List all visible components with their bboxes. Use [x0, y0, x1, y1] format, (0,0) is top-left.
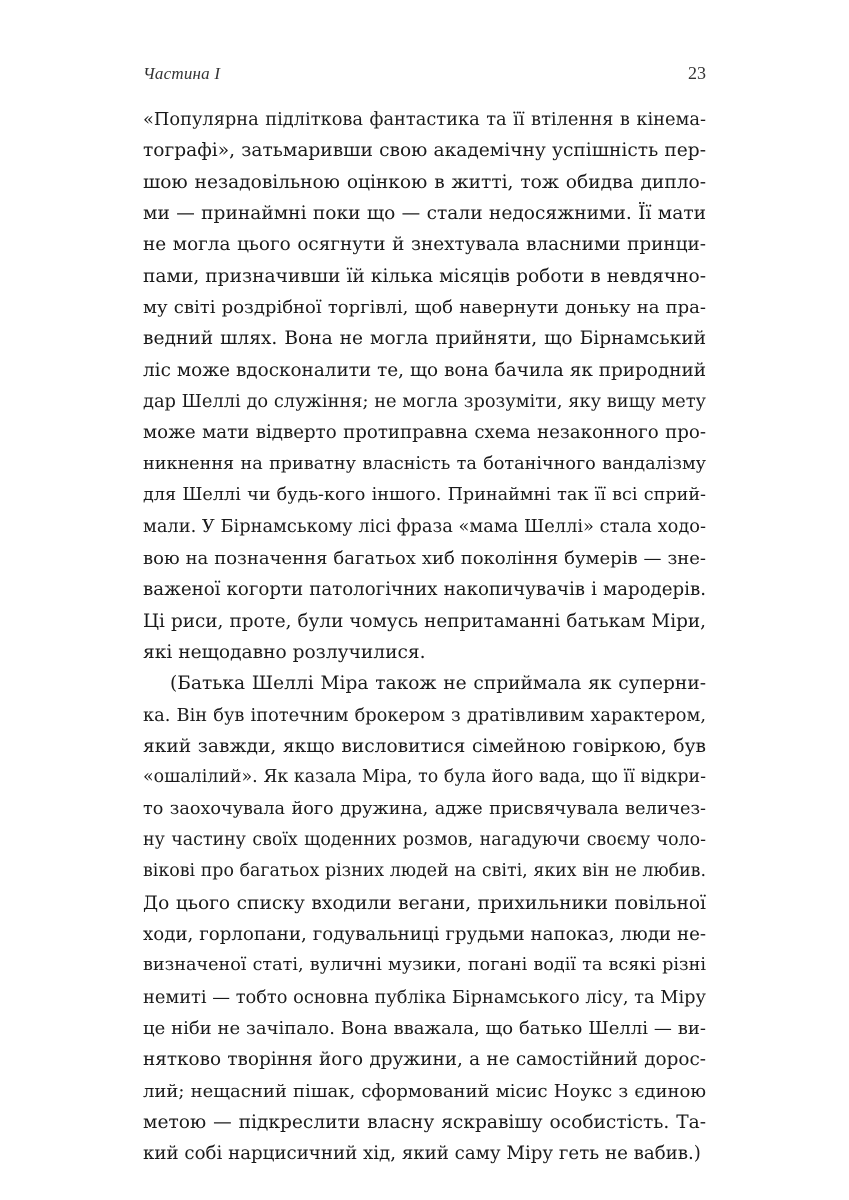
- text-line: лий; нещасний пішак, сформований місис Ноукс з єдиною: [143, 1080, 706, 1102]
- text-line: вікові про багатьох різних людей на світі, яких він не любив.: [143, 861, 706, 882]
- text-line: ходи, горлопани, годувальниці грудьми напоказ, люди не-: [143, 923, 706, 945]
- text-line: для Шеллі чи будь-кого іншого. Принаймні так її всі сприй-: [143, 485, 706, 506]
- text-line: ведний шлях. Вона не могла прийняти, що Бірнамський: [143, 328, 706, 350]
- text-line: не могла цього осягнути й знехтувала власними принци-: [143, 234, 706, 256]
- text-line: никнення на приватну власність та ботанічного вандалізму: [143, 453, 706, 474]
- text-line: пами, призначивши їй кілька місяців роботи в невдячно-: [143, 265, 706, 287]
- text-line: До цього списку входили вегани, прихильники повільної: [143, 892, 706, 914]
- text-line: вою на позначення багатьох хиб покоління бумерів — зне-: [143, 547, 706, 569]
- text-line: му світі роздрібної торгівлі, щоб навернути доньку на пра-: [143, 297, 706, 319]
- text-line: це ніби не зачіпало. Вона вважала, що батько Шеллі — ви-: [143, 1017, 706, 1039]
- text-line: тографі», затьмаривши свою академічну успішність пер-: [143, 140, 706, 162]
- running-head: Частина І: [143, 64, 221, 83]
- text-line: немиті — тобто основна публіка Бірнамського лісу, та Міру: [143, 986, 706, 1008]
- text-line: кий собі нарцисичний хід, який саму Міру геть не вабив.): [143, 1143, 701, 1165]
- paragraph: [143, 104, 706, 668]
- text-line: ліс може вдосконалити те, що вона бачила як природний: [143, 359, 706, 381]
- text-line: (Батька Шеллі Міра також не сприймала як суперни-: [170, 673, 706, 695]
- text-line: визначеної статі, вуличні музики, погані водії та всякі різні: [143, 955, 706, 976]
- text-line: нятково творіння його дружини, а не самостійний дорос-: [143, 1049, 706, 1071]
- paragraph: [143, 668, 706, 1170]
- text-line: «ошалілий». Як казала Міра, то була його вада, що її відкри-: [143, 767, 706, 788]
- text-line: мали. У Бірнамському лісі фраза «мама Шеллі» стала ходо-: [143, 516, 706, 538]
- text-line: то заохочувала його дружина, адже присвячувала величез-: [143, 798, 706, 819]
- page-number: 23: [688, 63, 706, 83]
- text-line: важеної когорти патологічних накопичувачів і мародерів.: [143, 579, 706, 601]
- text-line: ну частину своїх щоденних розмов, нагадуючи своєму чоло-: [143, 829, 706, 850]
- text-line: ми — принаймні поки що — стали недосяжними. Її мати: [143, 203, 706, 225]
- text-line: метою — підкреслити власну яскравішу особистість. Та-: [143, 1112, 706, 1133]
- body-text: [143, 104, 706, 1170]
- text-line: «Популярна підліткова фантастика та її втілення в кінема-: [143, 109, 706, 130]
- text-line: шою незадовільною оцінкою в житті, тож обидва дипло-: [143, 171, 706, 193]
- text-line: які нещодавно розлучилися.: [143, 641, 426, 663]
- text-line: ка. Він був іпотечним брокером з дратівливим характером,: [143, 704, 706, 726]
- text-line: може мати відверто протиправна схема незаконного про-: [143, 422, 706, 444]
- text-line: Ці риси, проте, були чомусь непритаманні батькам Міри,: [143, 610, 706, 632]
- text-line: дар Шеллі до служіння; не могла зрозуміти, яку вищу мету: [143, 391, 706, 413]
- text-line: який завжди, якщо висловитися сімейною говіркою, був: [143, 735, 706, 757]
